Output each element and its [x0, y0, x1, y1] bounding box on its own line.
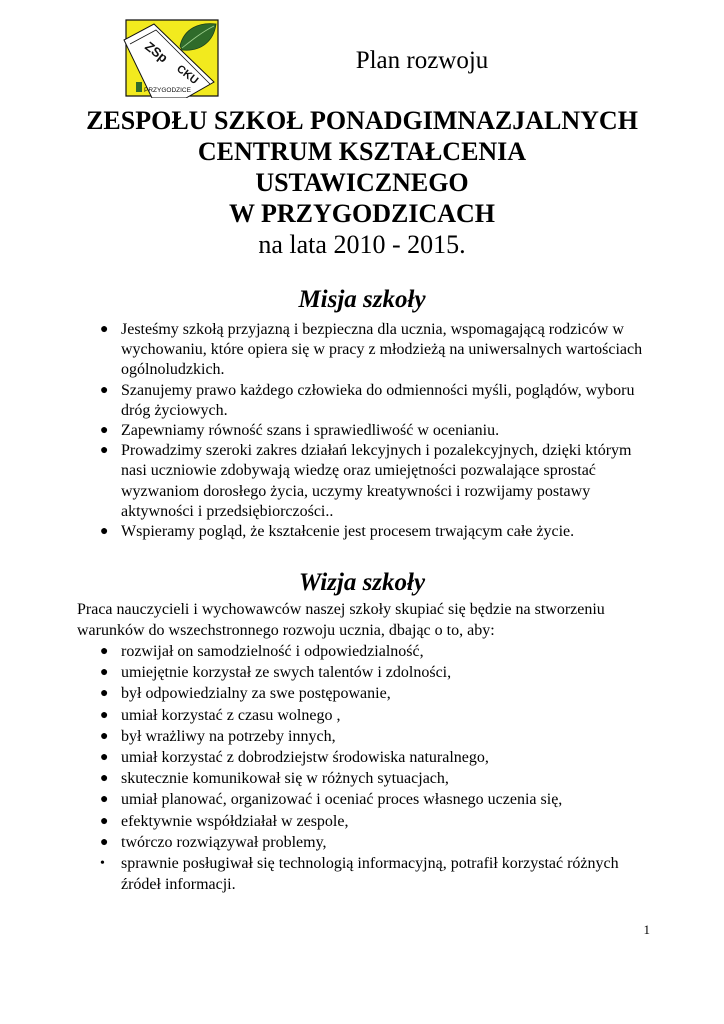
vision-item: [100, 789, 660, 810]
vision-item: [100, 768, 660, 789]
vision-item: [100, 747, 660, 768]
vision-item-text: umiejętnie korzystał ze swych talentów i zdolności,: [121, 664, 452, 682]
school-name-line-3: USTAWICZNEGO: [255, 168, 469, 197]
vision-list: [100, 641, 660, 895]
bullet-icon: ●: [100, 423, 109, 439]
mission-item: [100, 381, 660, 421]
vision-item: [100, 683, 660, 704]
bullet-icon: •: [100, 856, 105, 872]
mission-item-text: Jesteśmy szkołą przyjazną i bezpieczna dla ucznia, wspomagającą rodziców w wychowaniu, które opiera się w pracy z młodzieżą na uniwersalnych wartościach ogólnoludzkich.: [121, 321, 643, 379]
plan-years: na lata 2010 - 2015.: [258, 230, 466, 259]
bullet-icon: ●: [100, 322, 109, 337]
mission-item: [100, 421, 660, 441]
vision-item-text: twórczo rozwiązywał problemy,: [121, 833, 327, 851]
vision-item-text: umiał korzystać z dobrodziejstw środowiska naturalnego,: [121, 749, 489, 767]
vision-item-text: był wrażliwy na potrzeby innych,: [121, 727, 336, 745]
logo-text-bottom: PRZYGODZICE: [144, 87, 191, 94]
bullet-icon: ●: [100, 750, 109, 766]
mission-item-text: Szanujemy prawo każdego człowieka do odmienności myśli, poglądów, wyboru dróg życiowych.: [121, 381, 635, 419]
bullet-icon: ●: [100, 686, 109, 702]
mission-item-text: Zapewniamy równość szans i sprawiedliwość w ocenianiu.: [121, 422, 500, 440]
vision-intro: Praca nauczycieli i wychowawców naszej szkoły skupiać się będzie na stworzeniu warunków do wszechstronnego rozwoju ucznia, dbając o to, aby:: [77, 601, 605, 639]
vision-item: [100, 641, 660, 662]
mission-item-text: Prowadzimy szeroki zakres działań lekcyjnych i pozalekcyjnych, dzięki którym nasi uczniowie zdobywają wiedzę oraz umiejętności pozwalające sprostać wyzwaniom dorosłego życia, uczymy kreatywności i rozwijamy postawy aktywności i przedsiębiorczości..: [121, 442, 632, 520]
vision-item-text: był odpowiedzialny za swe postępowanie,: [121, 685, 391, 703]
vision-item-text: rozwijał on samodzielność i odpowiedzialność,: [121, 643, 424, 660]
school-name-line-2: CENTRUM KSZTAŁCENIA: [197, 137, 527, 166]
mission-title: Misja szkoły: [298, 286, 426, 313]
vision-item: [100, 832, 660, 853]
school-name-line-4: W PRZYGODZICACH: [228, 199, 496, 228]
bullet-icon: ●: [100, 644, 109, 659]
vision-item: [100, 705, 660, 726]
bullet-icon: ●: [100, 524, 109, 540]
school-heading: [0, 105, 724, 260]
mission-item: [100, 522, 660, 542]
vision-item-text: skutecznie komunikował się w różnych sytuacjach,: [121, 770, 449, 788]
bullet-icon: ●: [100, 771, 109, 787]
bullet-icon: ●: [100, 382, 109, 398]
bullet-icon: ●: [100, 813, 109, 829]
bullet-icon: ●: [100, 707, 109, 723]
mission-list: [100, 320, 660, 542]
logo-text-right: CKU: [174, 62, 201, 88]
mission-item: [100, 320, 660, 381]
vision-item-text: umiał korzystać z czasu wolnego ,: [121, 706, 341, 724]
logo-letter-block: [136, 82, 142, 92]
vision-item-text: sprawnie posługiwał się technologią informacyjną, potrafił korzystać różnych źródeł informacji.: [121, 855, 619, 894]
school-name-line-1: ZESPOŁU SZKOŁ PONADGIMNAZJALNYCH: [86, 106, 638, 135]
bullet-icon: ●: [100, 792, 109, 808]
mission-item-text: Wspieramy pogląd, że kształcenie jest procesem trwającym całe życie.: [121, 523, 575, 541]
page-number: 1: [643, 922, 650, 937]
vision-item: [100, 662, 660, 683]
bullet-icon: ●: [100, 728, 109, 744]
bullet-icon: ●: [100, 834, 109, 850]
vision-item: [100, 726, 660, 747]
vision-title: Wizja szkoły: [298, 569, 426, 596]
bullet-icon: ●: [100, 443, 109, 459]
mission-item: [100, 441, 660, 522]
logo-text-top: ZSp: [142, 38, 171, 66]
vision-item-text: umiał planować, organizować i oceniać proces własnego uczenia się,: [121, 791, 563, 809]
vision-item-text: efektywnie współdziałał w zespole,: [121, 812, 349, 830]
bullet-icon: ●: [100, 665, 109, 681]
vision-item: [100, 811, 660, 832]
plan-title: Plan rozwoju: [355, 47, 489, 74]
vision-item: [100, 853, 660, 895]
